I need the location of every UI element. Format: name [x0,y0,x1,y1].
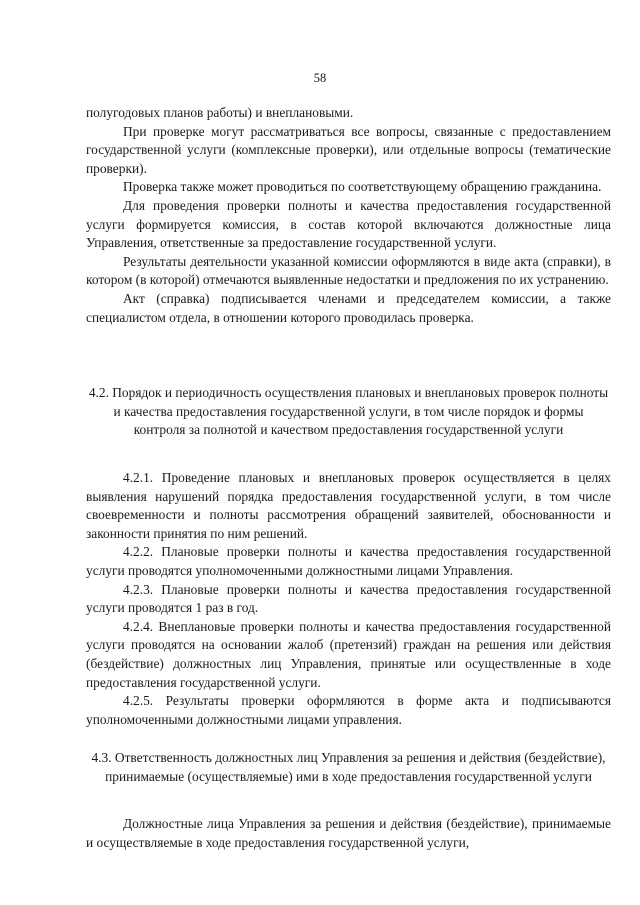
page-number: 58 [313,71,327,85]
paragraph: Должностные лица Управления за решения и действия (бездействие), принимаемые и осуществляемые в ходе предоставления государственной услуги, [86,816,611,850]
paragraph: Результаты деятельности указанной комиссии оформляются в виде акта (справки), в котором (в которой) отмечаются выявленные недостатки и предложения по их устранению. [86,253,611,288]
paragraph: 4.2.3. Плановые проверки полноты и качества предоставления государственной услуги проводятся 1 раз в год. [86,581,611,616]
paragraph: Для проведения проверки полноты и качества предоставления государственной услуги формируется комиссия, в состав которой включаются должностные лица Управления, ответственные за предоставление государственной услуги. [86,197,611,251]
paragraph: Проверка также может проводиться по соответствующему обращению гражданина. [123,179,602,195]
section-heading-4-3 [86,749,611,786]
paragraph: 4.2.2. Плановые проверки полноты и качества предоставления государственной услуги проводятся уполномоченными должностными лицами Управления. [86,544,611,578]
paragraph: Акт (справка) подписывается членами и председателем комиссии, а также специалистом отдела, в отношении которого проводилась проверка. [86,290,611,325]
heading-text: 4.3. Ответственность должностных лиц Управления за решения и действия (бездействие), принимаемые (осуществляемые) ими в ходе предоставления государственной услуги [91,750,606,784]
section-4-1-continuation [86,104,611,327]
paragraph: полугодовых планов работы) и внеплановыми. [86,105,354,120]
paragraph: При проверке могут рассматриваться все вопросы, связанные с предоставлением государственной услуги (комплексные проверки), или отдельные вопросы (тематические проверки). [86,123,611,176]
section-4-3-body [86,815,611,852]
paragraph: 4.2.5. Результаты проверки оформляются в форме акта и подписываются уполномоченными должностными лицами управления. [86,693,611,727]
section-4-2-body [86,469,611,729]
heading-text: 4.2. Порядок и периодичность осуществления плановых и внеплановых проверок полноты и качества предоставления государственной услуги, в том числе порядок и формы контроля за полнотой и качеством предоставления государственной услуги [88,385,609,438]
section-heading-4-2 [86,384,611,440]
paragraph: 4.2.1. Проведение плановых и внеплановых проверок осуществляется в целях выявления нарушений порядка предоставления государственной услуги, в том числе своевременности и полноты рассмотрения обращений заявителей, обоснованности и законности принятия по ним решений. [86,470,611,541]
paragraph: 4.2.4. Внеплановые проверки полноты и качества предоставления государственной услуги проводятся на основании жалоб (претензий) граждан на решения или действия (бездействие) должностных лиц Управления, принятые или осуществленные в ходе предоставления государственной услуги. [86,618,611,690]
